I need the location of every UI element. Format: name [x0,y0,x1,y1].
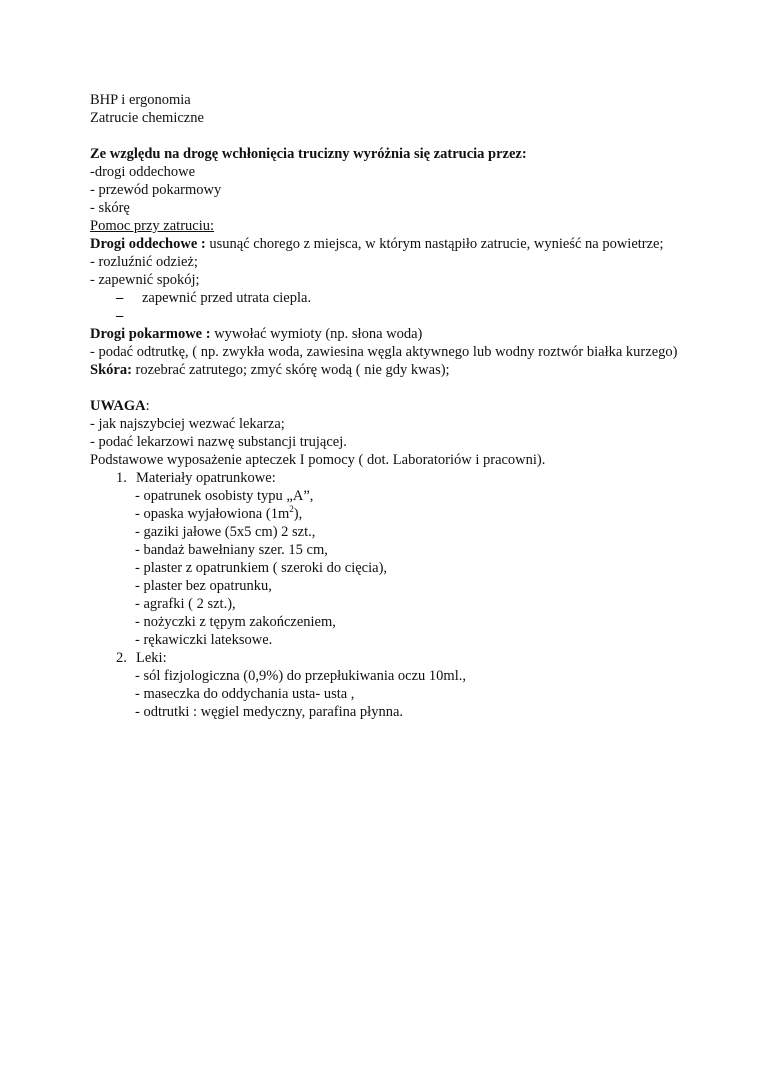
kit-item: - odtrutki : węgiel medyczny, parafina płynna. [135,704,404,720]
respiratory-item: - zapewnić spokój; [90,272,200,288]
respiratory-label: Drogi oddechowe : [90,236,206,252]
doc-subject: BHP i ergonomia [90,92,191,108]
respiratory-paragraph: Drogi oddechowe : usunąć chorego z miejsca, w którym nastąpiło zatrucie, wynieść na powietrze; [90,236,664,252]
doc-topic: Zatrucie chemiczne [90,110,204,126]
kit-item: - agrafki ( 2 szt.), [135,596,236,612]
route-item: - skórę [90,200,130,216]
digestive-label: Drogi pokarmowe : [90,326,211,342]
kit-section-heading: 1. Materiały opatrunkowe: [116,470,276,486]
digestive-paragraph: Drogi pokarmowe : wywołać wymioty (np. słona woda) [90,326,423,342]
warning-item: - podać lekarzowi nazwę substancji trującej. [90,434,347,450]
digestive-item: - podać odtrutkę, ( np. zwykła woda, zawiesina węgla aktywnego lub wodny roztwór białka kurzego) [90,344,678,360]
spacer [90,379,700,397]
warning-heading: UWAGA: [90,398,150,414]
route-item: -drogi oddechowe [90,164,196,180]
kit-section-heading: 2. Leki: [116,650,167,666]
kit-item: - plaster bez opatrunku, [135,578,272,594]
routes-heading: Ze względu na drogę wchłonięcia trucizny wyróżnia się zatrucia przez: [90,146,527,162]
kit-item: - nożyczki z tępym zakończeniem, [135,614,336,630]
spacer [90,127,700,145]
kit-item: - maseczka do oddychania usta- usta , [135,686,355,702]
kit-item: - sól fizjologiczna (0,9%) do przepłukiwania oczu 10ml., [135,668,466,684]
kit-item: - opatrunek osobisty typu „A”, [135,488,314,504]
kit-item: - rękawiczki lateksowe. [135,632,273,648]
kit-item: - gaziki jałowe (5x5 cm) 2 szt., [135,524,316,540]
help-title: Pomoc przy zatruciu: [90,218,215,234]
kit-title: Podstawowe wyposażenie apteczek I pomocy ( dot. Laboratoriów i pracowni). [90,452,546,468]
kit-item: - opaska wyjałowiona $(1m^2)$, [135,504,303,522]
kit-item: - plaster z opatrunkiem ( szeroki do cięcia), [135,560,388,576]
warning-item: - jak najszybciej wezwać lekarza; [90,416,285,432]
dash-list-item: – zapewnić przed utrata ciepla. [116,290,312,306]
dash-list-item-empty: – [116,308,124,324]
document-page [90,91,700,721]
respiratory-item: - rozluźnić odzież; [90,254,198,270]
route-item: - przewód pokarmowy [90,182,222,198]
skin-paragraph: Skóra: rozebrać zatrutego; zmyć skórę wodą ( nie gdy kwas); [90,362,450,378]
skin-label: Skóra: [90,362,132,378]
kit-item: - bandaż bawełniany szer. 15 cm, [135,542,328,558]
